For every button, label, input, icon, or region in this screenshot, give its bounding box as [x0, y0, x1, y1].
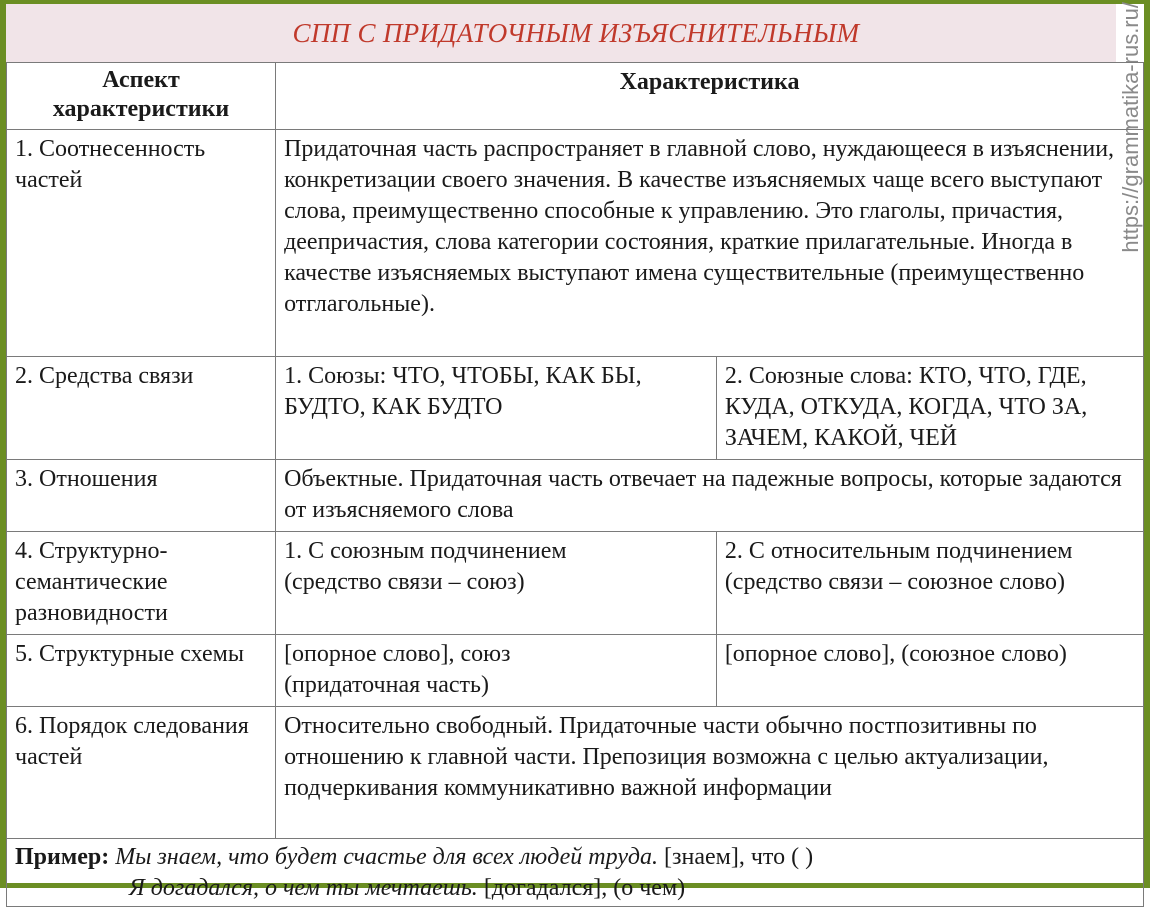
example-line-1 — [15, 842, 1135, 873]
table-header-row — [7, 63, 1144, 130]
table-row — [7, 707, 1144, 839]
table-row — [7, 130, 1144, 357]
row-aspect: 5. Структурные схемы — [7, 635, 276, 707]
example-scheme-1: [знаем], что ( ) — [664, 844, 814, 870]
row-text: Объектные. Придаточная часть отвечает на падежные вопросы, которые задаются от изъясняемого слова — [276, 460, 1144, 532]
row-right: 2. Союзные слова: КТО, ЧТО, ГДЕ, КУДА, ОТКУДА, КОГДА, ЧТО ЗА, ЗАЧЕМ, КАКОЙ, ЧЕЙ — [716, 357, 1143, 460]
example-row — [7, 839, 1144, 907]
characteristics-table — [6, 62, 1144, 907]
header-aspect: Аспект характеристики — [7, 63, 276, 130]
example-cell — [7, 839, 1144, 907]
table-row — [7, 635, 1144, 707]
example-scheme-2: [догадался], (о чем) — [483, 875, 686, 901]
header-characteristic: Характеристика — [276, 63, 1144, 130]
row-right: 2. С относительным подчинением (средство связи – союзное слово) — [716, 532, 1143, 635]
row-text: Придаточная часть распространяет в главной слово, нуждающееся в изъяснении, конкретизации своего значения. В качестве изъясняемых чаще всего выступают слова, преимущественно способные к управлению. Это глаголы, причастия, деепричастия, слова категории состояния, краткие прилагательные. Иногда в качестве изъясняемых выступают имена существительные (преимущественно отглагольные). — [276, 130, 1144, 357]
row-text: Относительно свободный. Придаточные части обычно постпозитивны по отношению к главной части. Препозиция возможна с целью актуализации, подчеркивания коммуникативно важной информации — [276, 707, 1144, 839]
table-row — [7, 357, 1144, 460]
row-left: 1. С союзным подчинением (средство связи – союз) — [276, 532, 717, 635]
example-sentence-2: Я догадался, о чем ты мечтаешь. — [129, 875, 478, 901]
example-sentence-1: Мы знаем, что будет счастье для всех людей труда. — [115, 844, 659, 870]
watermark-url: https://grammatika-rus.ru/ — [1118, 2, 1143, 253]
row-aspect: 1. Соотнесенность частей — [7, 130, 276, 357]
row-right: [опорное слово], (союзное слово) — [716, 635, 1143, 707]
row-aspect: 6. Порядок следования частей — [7, 707, 276, 839]
table-row — [7, 532, 1144, 635]
row-left: [опорное слово], союз (придаточная часть) — [276, 635, 717, 707]
title-bar — [6, 4, 1116, 63]
row-aspect: 3. Отношения — [7, 460, 276, 532]
table-row — [7, 460, 1144, 532]
example-line-2 — [15, 873, 1135, 904]
row-left: 1. Союзы: ЧТО, ЧТОБЫ, КАК БЫ, БУДТО, КАК БУДТО — [276, 357, 717, 460]
row-aspect: 4. Структурно-семантические разновидности — [7, 532, 276, 635]
example-label: Пример: — [15, 844, 110, 870]
page-title: СПП С ПРИДАТОЧНЫМ ИЗЪЯСНИТЕЛЬНЫМ — [292, 17, 860, 48]
row-aspect: 2. Средства связи — [7, 357, 276, 460]
